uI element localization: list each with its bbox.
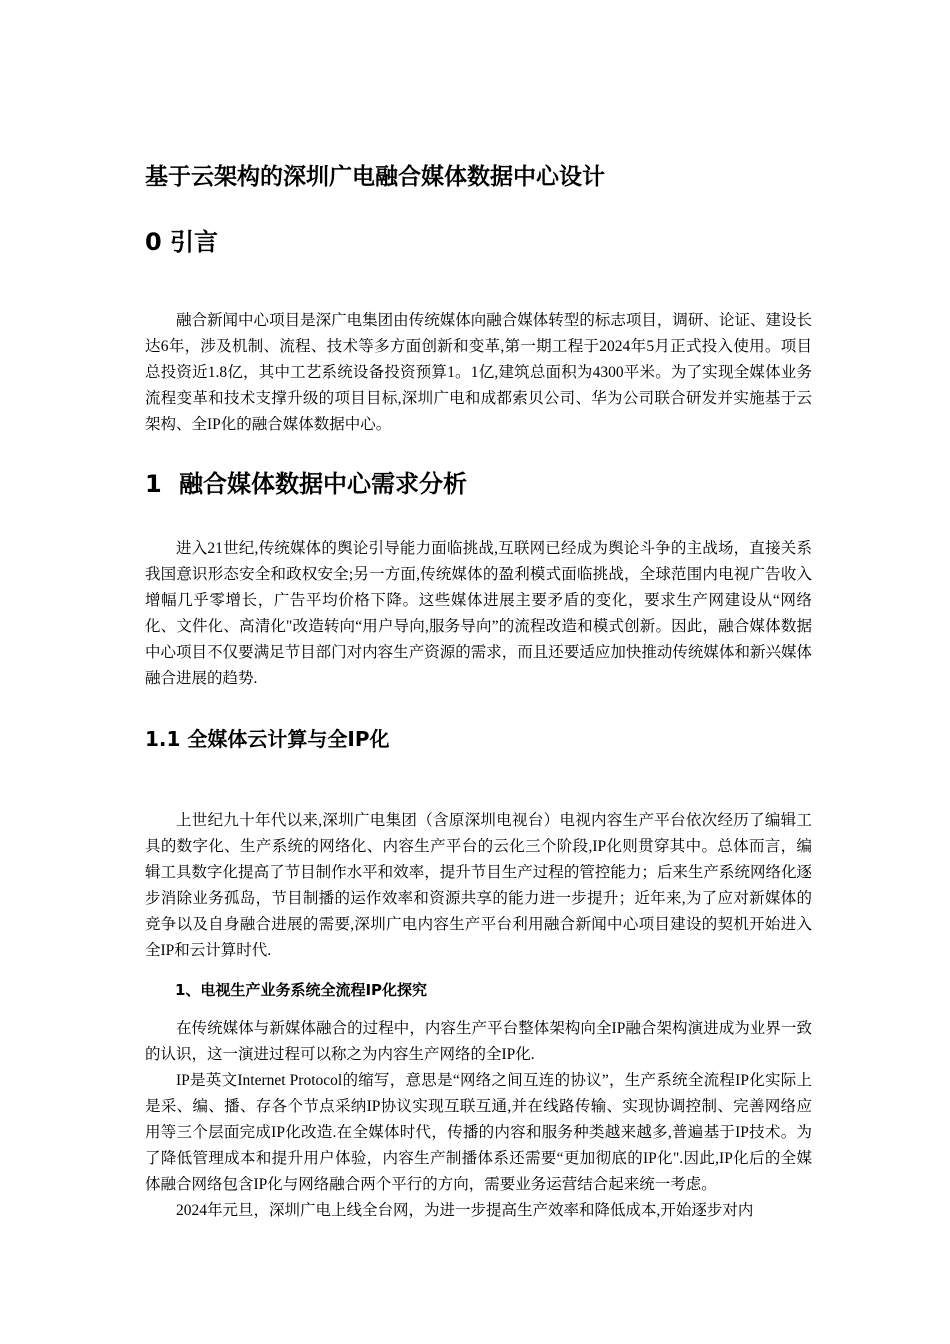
paragraph-ip-definition: IP是英文Internet Protocol的缩写，意思是“网络之间互连的协议”，生产系统全流程IP化实际上是采、编、播、存各个节点采纳IP协议实现互联互通,并在线路传输、实现协调控制、完善网络应用等三个层面完成IP化改造.在全媒体时代，传播的内容和服务种类越来越多,普遍基于IP技术。为了降低管理成本和提升用户体验，内容生产制播体系还需要“更加彻底的IP化".因此,IP化后的全媒体融合网络包含IP化与网络融合两个平行的方向，需要业务运营结合起来统一考虑。 [145,1072,812,1193]
section-1-title: 融合媒体数据中心需求分析 [179,470,467,498]
section-1-paragraph: 进入21世纪,传统媒体的舆论引导能力面临挑战,互联网已经成为舆论斗争的主战场，直接关系我国意识形态安全和政权安全;另一方面,传统媒体的盈利模式面临挑战，全球范围内电视广告收入增幅几乎零增长，广告平均价格下降。这些媒体进展主要矛盾的变化，要求生产网建设从“网络化、文件化、高清化"改造转向“用户导向,服务导向”的流程改造和模式创新。因此，融合媒体数据中心项目不仅要满足节目部门对内容生产资源的需求，而且还要适应加快推动传统媒体和新兴媒体融合进展的趋势. [145,540,812,687]
section-1-number: 1 [145,470,162,498]
paragraph-2024-network: 2024年元旦，深圳广电上线全台网，为进一步提高生产效率和降低成本,开始逐步对内 [176,1202,754,1219]
section-1-heading [145,466,812,502]
document-body [145,160,812,1224]
intro-heading: 0 引言 [145,228,219,256]
intro-paragraph: 融合新闻中心项目是深广电集团由传统媒体向融合媒体转型的标志项目，调研、论证、建设长达6年，涉及机制、流程、技术等多方面创新和变革,第一期工程于2024年5月正式投入使用。项目总投资近1.8亿，其中工艺系统设备投资预算1。1亿,建筑总面积为4300平米。为了实现全媒体业务流程变革和技术支撑升级的项目目标,深圳广电和成都索贝公司、华为公司联合研发并实施基于云架构、全IP化的融合媒体数据中心。 [145,312,812,433]
section-1-1-paragraph: 上世纪九十年代以来,深圳广电集团（含原深圳电视台）电视内容生产平台依次经历了编辑工具的数字化、生产系统的网络化、内容生产平台的云化三个阶段,IP化则贯穿其中。总体而言，编辑工具数字化提高了节目制作水平和效率，提升节目生产过程的管控能力；后来生产系统网络化逐步消除业务孤岛，节目制播的运作效率和资源共享的能力进一步提升；近年来,为了应对新媒体的竞争以及自身融合进展的需要,深圳广电内容生产平台利用融合新闻中心项目建设的契机开始进入全IP和云计算时代. [145,812,812,959]
document-title: 基于云架构的深圳广电融合媒体数据中心设计 [145,164,605,190]
section-1-1-heading: 1.1 全媒体云计算与全IP化 [145,727,390,751]
paragraph-ip-evolution: 在传统媒体与新媒体融合的过程中，内容生产平台整体架构向全IP融合架构演进成为业界一致的认识，这一演进过程可以称之为内容生产网络的全IP化. [145,1020,812,1063]
subsection-heading: 1、电视生产业务系统全流程IP化探究 [175,981,428,999]
